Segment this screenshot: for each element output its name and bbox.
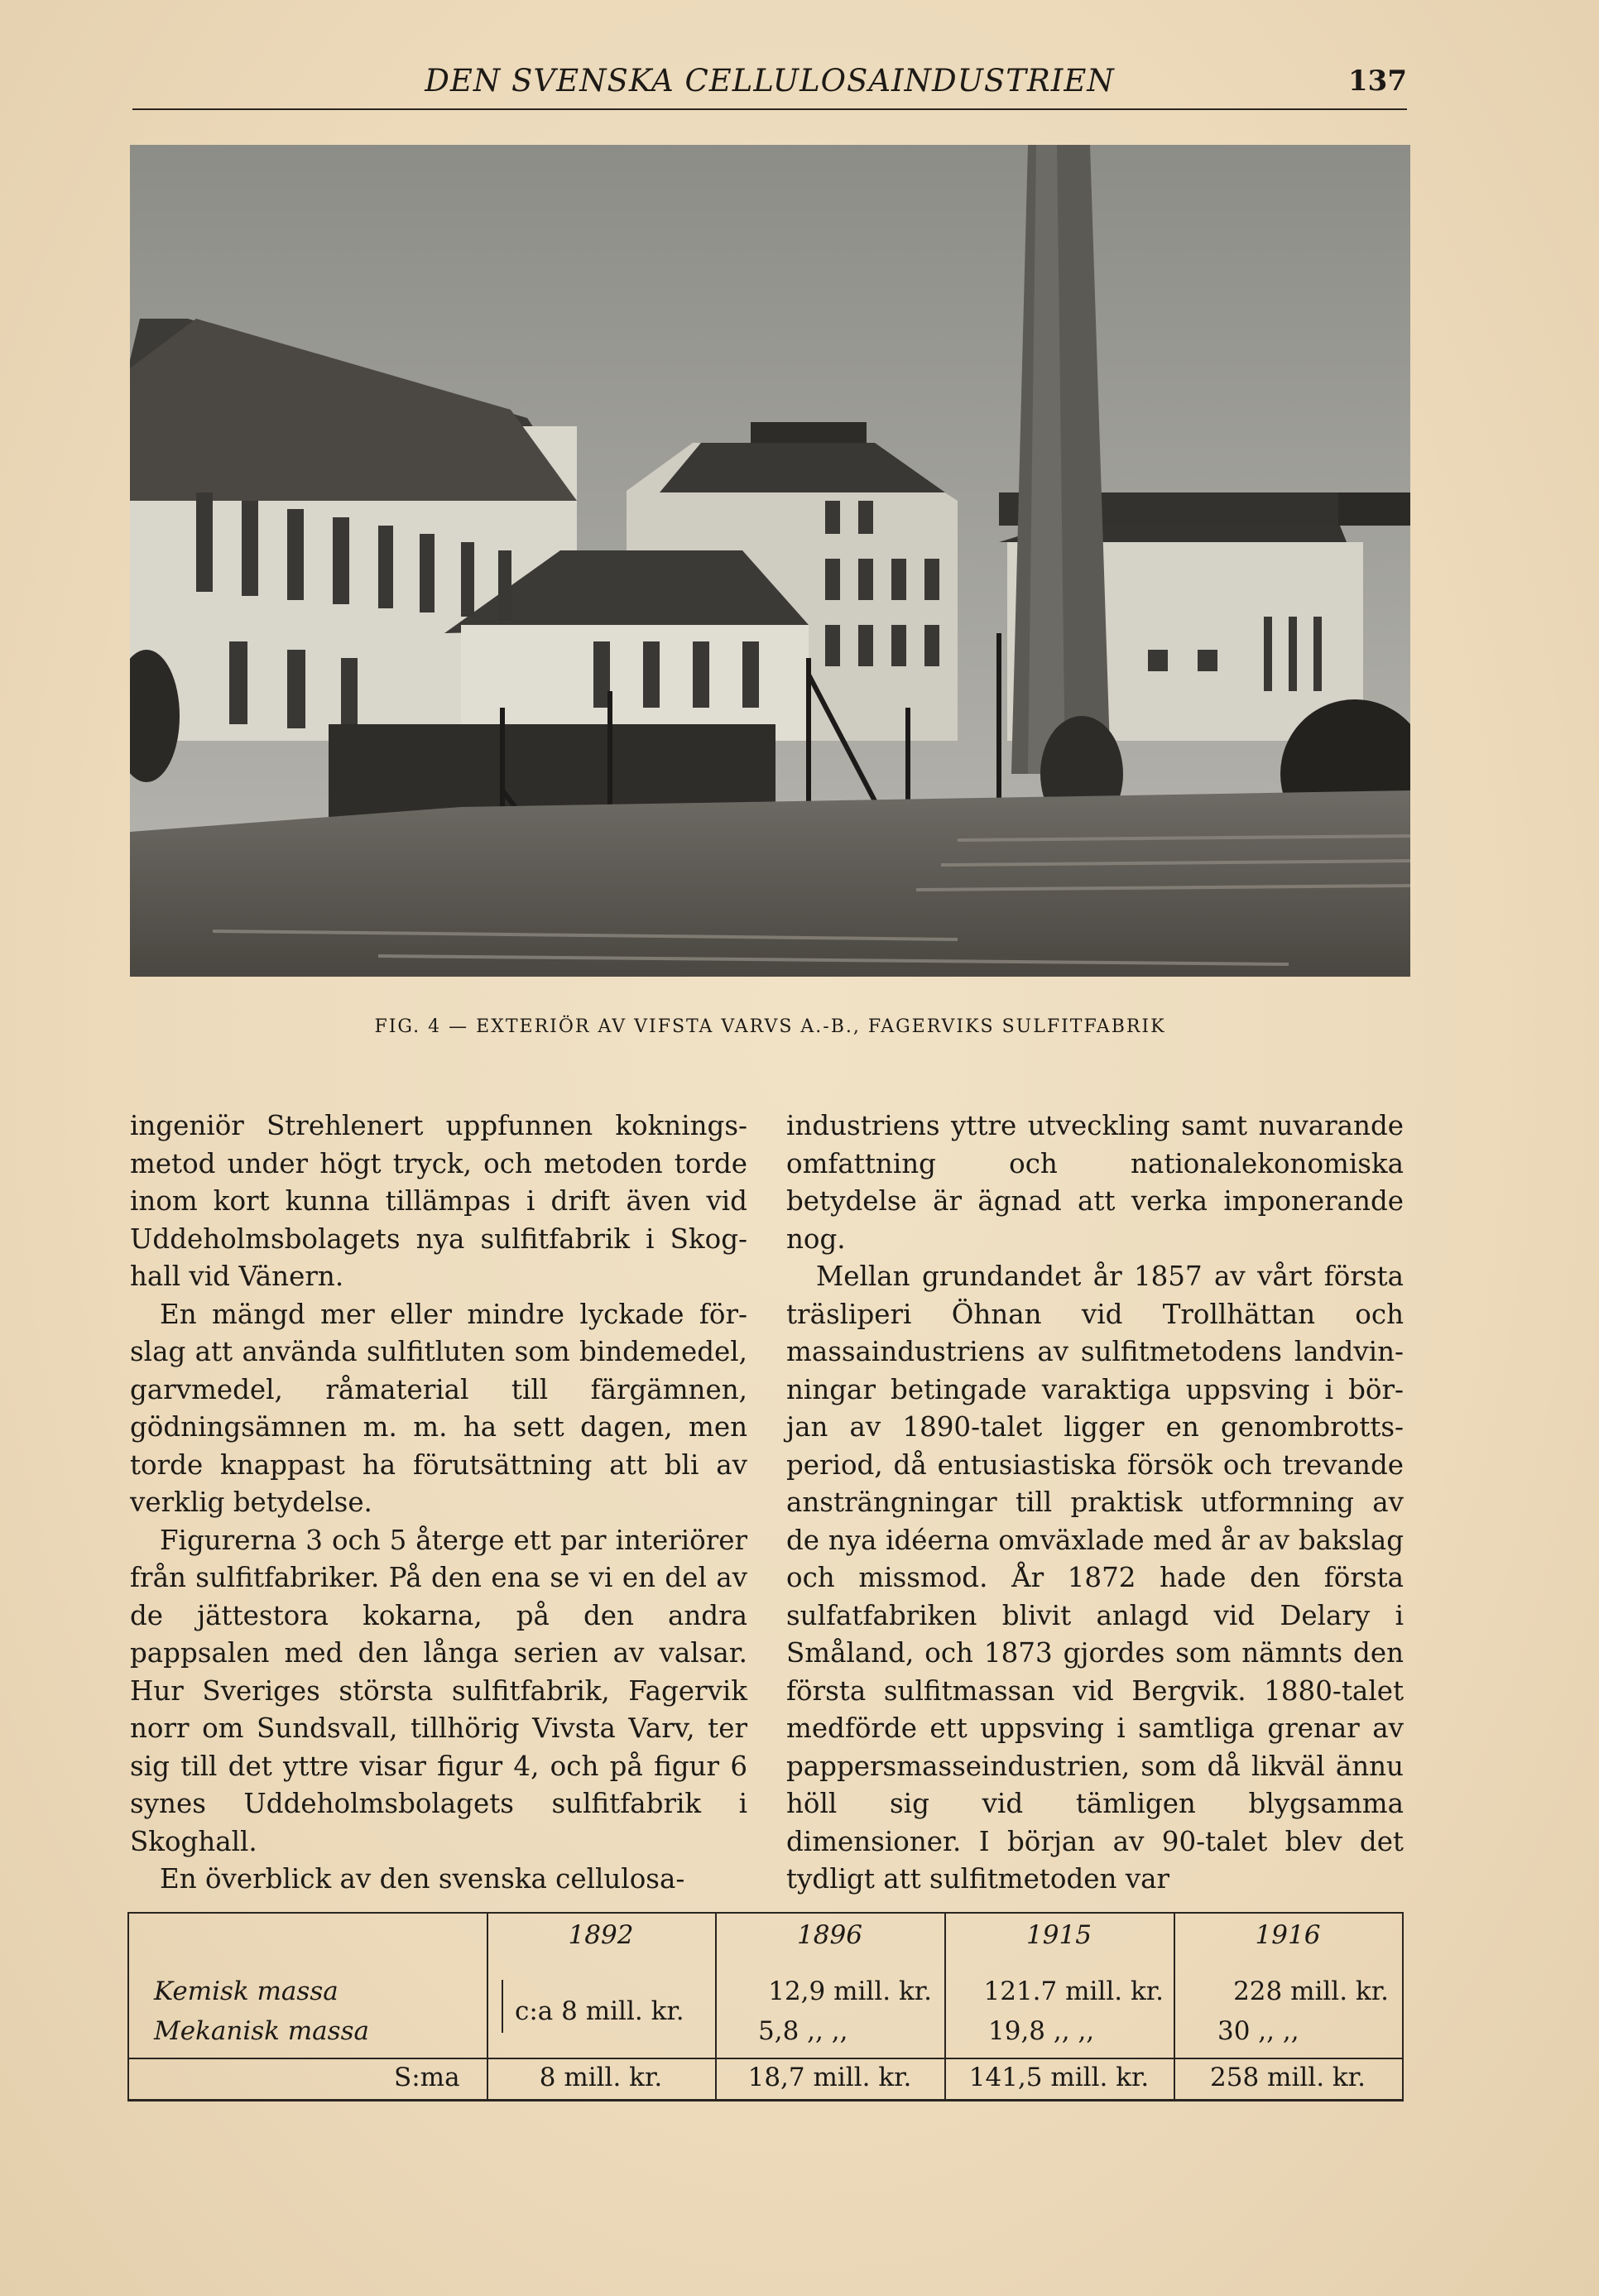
paragraph: Mellan grundandet år 1857 av vårt första träsliperi Öhnan vid Trollhättan och massaindustriens av sulfitmetodens landvinningar betingade varaktiga uppsving i början av 1890-talet ligger en genombrottsperiod, då entusiastiska försök och trevande ansträngningar till praktisk utformning av de nya idéerna omväxlade med år av bakslag och missmod. År 1872 hade den första sulfatfabriken blivit anlagd vid Delary i Småland, och 1873 gjordes som nämnts den första sulfitmassan vid Bergvik. 1880-talet medförde ett uppsving i samtliga grenar av pappersmasseindustrien, som då likväl ännu höll sig vid tämligen blygsamma dimensioner. I början av 90-talet blev det tydligt att sulfitmetoden var — [786, 1261, 1404, 1895]
year-header: 1915 — [1026, 1920, 1092, 1950]
left-column — [130, 1107, 747, 1899]
year-header: 1892 — [568, 1920, 634, 1950]
table-cell: 30 ,, ,, — [1217, 2016, 1299, 2046]
paragraph: industriens yttre utveckling samt nuvarande omfattning och nationalekonomiska betydelse är ägnad att verka imponerande nog. — [786, 1110, 1404, 1255]
sum-cell: 18,7 mill. kr. — [747, 2063, 912, 2092]
sum-cell: 258 mill. kr. — [1210, 2063, 1366, 2092]
table-cell: 228 mill. kr. — [1233, 1977, 1389, 2006]
factory-photograph — [130, 145, 1410, 977]
paragraph: En överblick av den svenska cellulosa- — [160, 1863, 685, 1895]
paragraph: ingeniör Strehlenert uppfunnen kokningsmetod under högt tryck, och metoden torde inom kort kunna tillämpas i drift även vid Uddeholmsbolagets nya sulfitfabrik i Skoghall vid Vänern. — [130, 1110, 747, 1292]
combined-1892: c:a 8 mill. kr. — [515, 1996, 684, 2026]
right-column — [786, 1107, 1404, 1899]
row-label: Kemisk massa — [154, 1977, 339, 2006]
row-label: Mekanisk massa — [154, 2016, 369, 2046]
sum-label: S:ma — [394, 2063, 460, 2092]
factory-illustration — [130, 145, 1410, 977]
page-number: 137 — [1348, 65, 1407, 98]
table-cell: 5,8 ,, ,, — [758, 2016, 848, 2046]
paragraph: En mängd mer eller mindre lyckade förslag att använda sulfitluten som bindemedel, garvmedel, råmaterial till färgämnen, gödningsämnen m. m. ha sett dagen, men torde knappast ha förutsättning att bli av verklig betydelse. — [130, 1298, 747, 1518]
table-cell: 19,8 ,, ,, — [988, 2016, 1095, 2046]
running-header — [132, 60, 1407, 106]
table-cell: 121.7 mill. kr. — [983, 1977, 1164, 2006]
sum-cell: 141,5 mill. kr. — [968, 2063, 1150, 2092]
table-divider — [129, 2058, 1402, 2059]
sum-cell: 8 mill. kr. — [539, 2063, 663, 2092]
year-header: 1896 — [797, 1920, 862, 1950]
header-rule — [132, 108, 1407, 110]
ground — [130, 790, 1410, 977]
running-title: DEN SVENSKA CELLULOSAINDUSTRIEN — [425, 63, 1115, 98]
brace — [502, 1980, 511, 2033]
table-cell: 12,9 mill. kr. — [768, 1977, 932, 2006]
year-header: 1916 — [1255, 1920, 1321, 1950]
figure-caption: FIG. 4 — EXTERIÖR AV VIFSTA VARVS A.-B., FAGERVIKS SULFITFABRIK — [374, 1016, 1166, 1037]
paragraph: Figurerna 3 och 5 återge ett par interiörer från sulfitfabriker. På den ena se vi en del av de jättestora kokarna, på den andra pappsalen med den långa serien av valsar. Hur Sveriges största sulfitfabrik, Fagervik norr om Sundsvall, tillhörig Vivsta Varv, ter sig till det yttre visar figur 4, och på figur 6 synes Uddeholmsbolagets sulfitfabrik i Skoghall. — [130, 1524, 747, 1857]
production-value-table — [127, 1912, 1404, 2101]
